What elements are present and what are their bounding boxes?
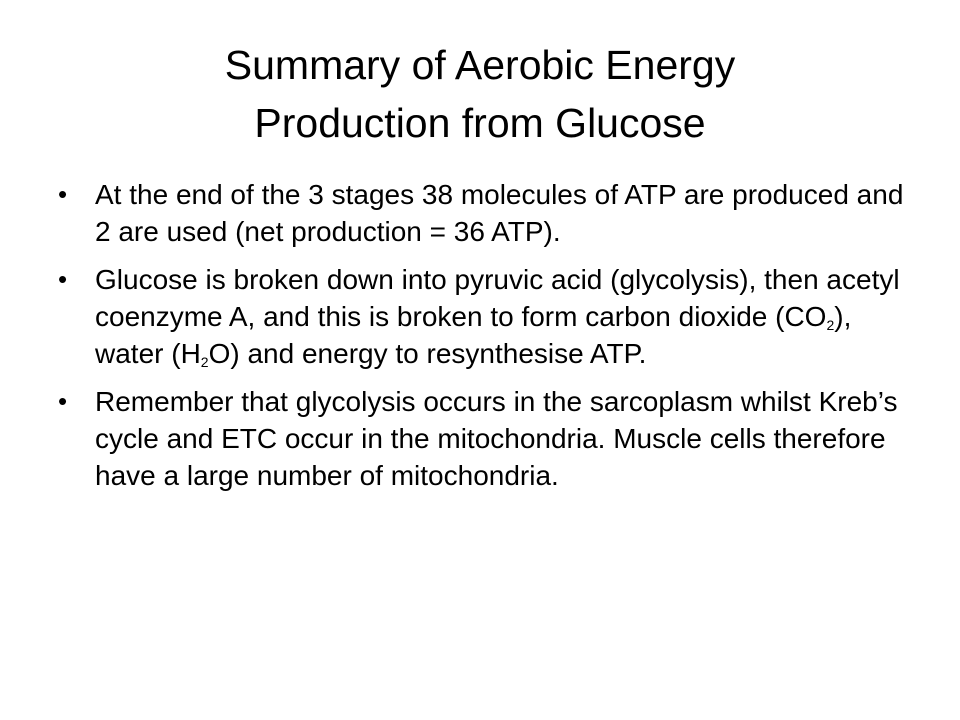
slide-title <box>60 36 900 152</box>
bullet-list <box>58 176 914 505</box>
bullet-text <box>95 261 914 372</box>
bullet-text: At the end of the 3 stages 38 molecules of ATP are produced and 2 are used (net production = 36 ATP). <box>95 179 904 247</box>
bullet-item-glucose-breakdown <box>58 261 914 372</box>
subscript: 2 <box>200 354 209 370</box>
bullet-text: Remember that glycolysis occurs in the sarcoplasm whilst Kreb’s cycle and ETC occur in the mitochondria. Muscle cells therefore have a large number of mitochondria. <box>95 386 898 491</box>
bullet-text-part: O) and energy to resynthesise ATP. <box>208 338 647 369</box>
bullet-item-glycolysis-location <box>58 383 914 494</box>
bullet-icon: • <box>58 179 68 209</box>
title-line-2: Production from Glucose <box>254 100 706 146</box>
bullet-icon: • <box>58 386 68 416</box>
bullet-text-part: ), water (H <box>95 301 852 369</box>
subscript: 2 <box>826 317 835 333</box>
bullet-item-atp-count <box>58 176 914 250</box>
bullet-icon: • <box>58 264 68 294</box>
title-line-1: Summary of Aerobic Energy <box>224 42 736 88</box>
bullet-text-part: Glucose is broken down into pyruvic acid (glycolysis), then acetyl coenzyme A, and this is broken to form carbon dioxide (CO <box>95 264 900 332</box>
